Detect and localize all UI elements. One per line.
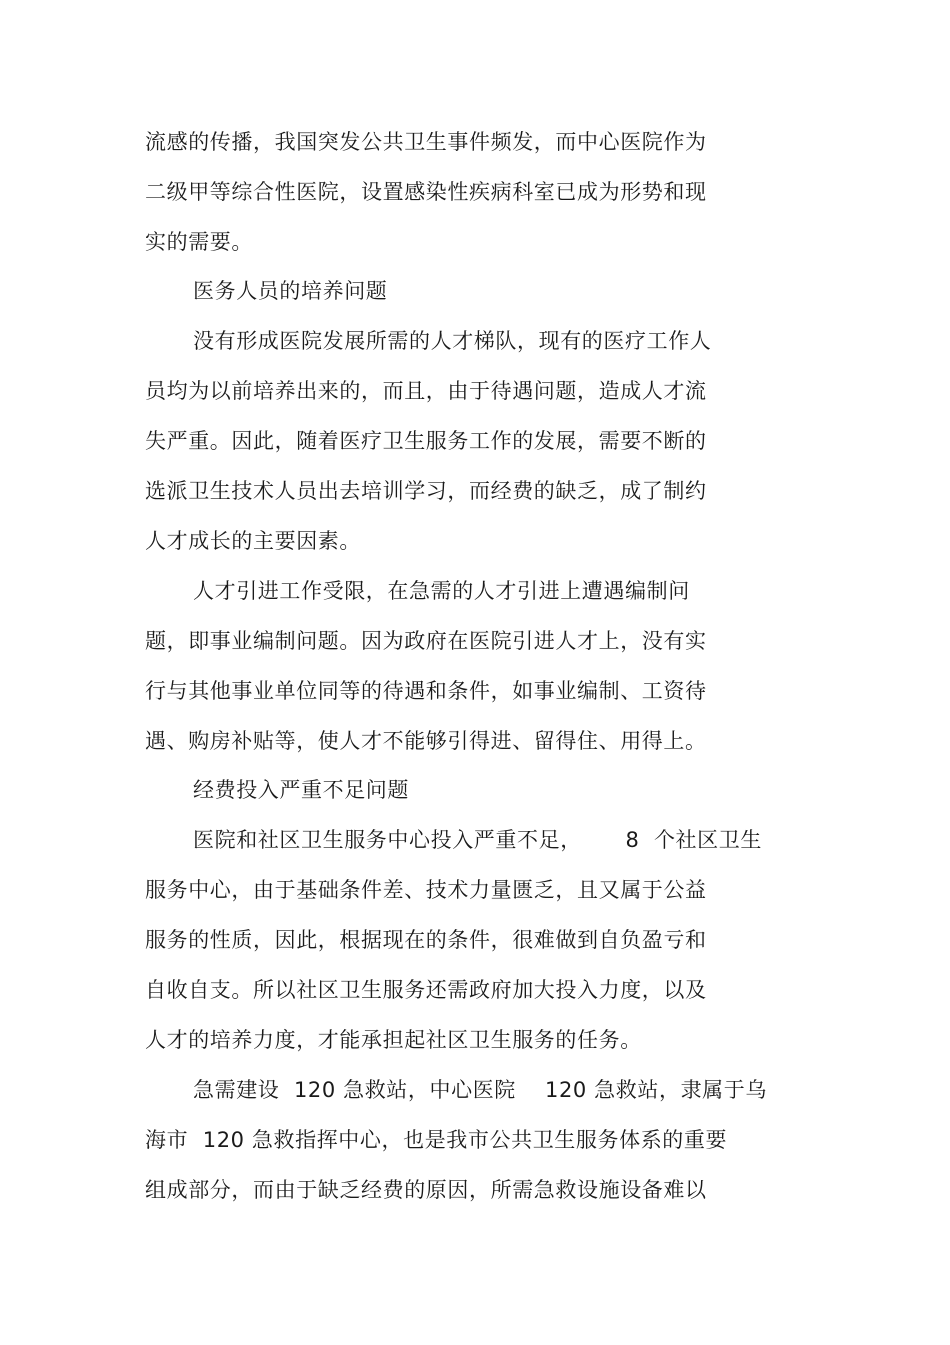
text-line-13: 遇、购房补贴等，使人才不能够引得进、留得住、用得上。 [145, 729, 707, 753]
text-line-7: 失严重。因此，随着医疗卫生服务工作的发展，需要不断的 [145, 429, 707, 453]
text-line-1: 流感的传播，我国突发公共卫生事件频发，而中心医院作为 [145, 130, 707, 154]
text-line-20: 急需建设 120 急救站，中心医院 120 急救站，隶属于乌 [193, 1078, 767, 1102]
text-line-11: 题，即事业编制问题。因为政府在医院引进人才上，没有实 [145, 629, 707, 653]
text-line-10: 人才引进工作受限，在急需的人才引进上遭遇编制问 [193, 579, 690, 603]
section-heading-funding: 经费投入严重不足问题 [193, 778, 409, 802]
text-line-9: 人才成长的主要因素。 [145, 529, 361, 553]
text-line-16: 服务中心，由于基础条件差、技术力量匮乏，且又属于公益 [145, 878, 707, 902]
text-line-19: 人才的培养力度，才能承担起社区卫生服务的任务。 [145, 1028, 642, 1052]
text-line-15: 医院和社区卫生服务中心投入严重不足， 8 个社区卫生 [193, 828, 762, 852]
text-line-18: 自收自支。所以社区卫生服务还需政府加大投入力度，以及 [145, 978, 707, 1002]
text-line-5: 没有形成医院发展所需的人才梯队，现有的医疗工作人 [193, 329, 712, 353]
text-line-6: 员均为以前培养出来的，而且，由于待遇问题，造成人才流 [145, 379, 707, 403]
text-line-17: 服务的性质，因此，根据现在的条件，很难做到自负盈亏和 [145, 928, 707, 952]
text-line-2: 二级甲等综合性医院，设置感染性疾病科室已成为形势和现 [145, 180, 707, 204]
text-line-22: 组成部分，而由于缺乏经费的原因，所需急救设施设备难以 [145, 1178, 707, 1202]
text-line-8: 选派卫生技术人员出去培训学习，而经费的缺乏，成了制约 [145, 479, 707, 503]
text-line-21: 海市 120 急救指挥中心，也是我市公共卫生服务体系的重要 [145, 1128, 728, 1152]
text-line-3: 实的需要。 [145, 230, 253, 254]
section-heading-staff-training: 医务人员的培养问题 [193, 279, 388, 303]
text-line-12: 行与其他事业单位同等的待遇和条件，如事业编制、工资待 [145, 679, 707, 703]
